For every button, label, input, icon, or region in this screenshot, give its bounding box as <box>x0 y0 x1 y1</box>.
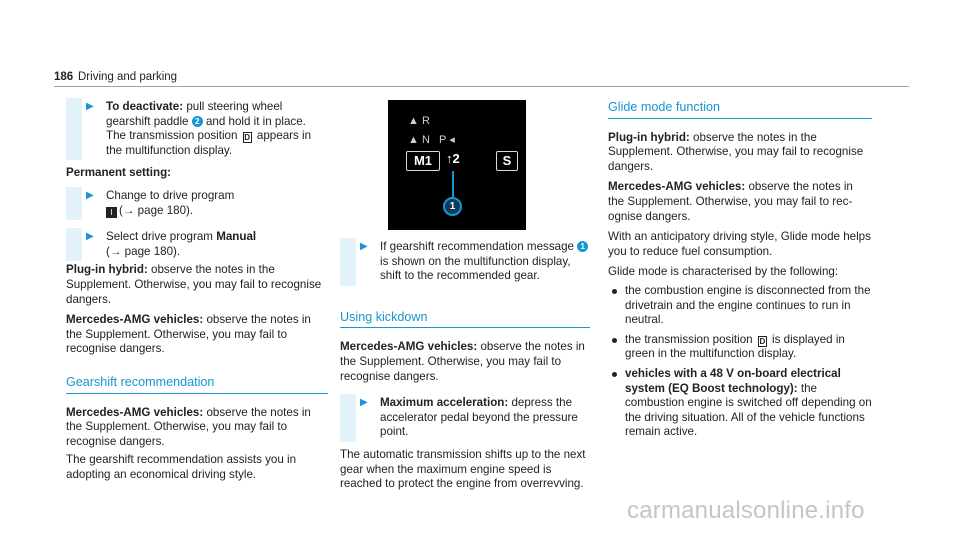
bullet1-text: the combustion engine is disconnected from the drivetrain and the engine continues to run in neutral. <box>625 283 871 327</box>
callout-1-icon: 1 <box>577 241 588 252</box>
amg-glide-label: Mercedes-AMG vehicles: <box>608 180 746 194</box>
plugin-label: Plug-in hybrid: <box>66 263 148 277</box>
step-arrow-icon: ▶ <box>86 231 94 243</box>
bullet2-text-a: the transmission position <box>625 332 756 346</box>
amg-kickdown-label: Mercedes-AMG vehicles: <box>340 340 478 354</box>
amg-note <box>66 313 328 357</box>
step-arrow-icon: ▶ <box>360 397 368 409</box>
select-text: Select drive program <box>106 230 217 244</box>
deactivate-note <box>106 129 328 158</box>
gearshift-recommendation-heading: Gearshift recommendation <box>66 375 328 394</box>
select-manual-text <box>106 230 328 259</box>
transmission-position-d-icon: D <box>244 133 251 143</box>
amg-kickdown-note <box>340 340 590 384</box>
step-arrow-icon: ▶ <box>86 189 94 201</box>
glide-feature-list <box>608 284 872 440</box>
step-select-manual <box>66 230 328 259</box>
permanent-setting-heading <box>66 166 328 181</box>
gear-display-figure <box>388 100 526 230</box>
watermark: carmanualsonline.info <box>627 497 865 524</box>
deactivate-note-b: appears in the multifunction display. <box>106 129 312 157</box>
step-arrow-icon: ▶ <box>86 101 94 112</box>
shift-text-b: is shown on the multifunction display, shift to the recommended gear. <box>380 254 571 283</box>
deactivate-line2: and hold it in place. <box>202 114 306 128</box>
change-program-text <box>106 189 328 218</box>
deactivate-note-a: The transmission position <box>106 129 241 143</box>
plugin-glide-text: observe the notes in the Supplement. Otherwise, you may fail to recognise dangers. <box>608 130 864 173</box>
page-header <box>54 69 909 87</box>
plugin-text: observe the notes in the Supplement. Otherwise, you may fail to recognise dangers. <box>66 263 322 306</box>
permanent-heading-text: Permanent setting: <box>66 166 172 180</box>
list-item <box>608 284 872 328</box>
figure-callout-leader <box>452 171 454 197</box>
bullet-icon <box>612 289 617 294</box>
shift-recommended-text <box>380 240 590 284</box>
list-item <box>608 367 872 440</box>
characterised-text: Glide mode is characterised by the following: <box>608 265 839 279</box>
figure-sport-box: S <box>496 151 518 171</box>
max-acceleration-label: Maximum acceleration: <box>380 396 509 410</box>
column-left <box>66 100 328 482</box>
column-right <box>608 100 872 445</box>
page-number: 186 <box>54 71 74 83</box>
manual-label: Manual <box>216 230 257 244</box>
figure-callout-1-icon: 1 <box>443 197 462 216</box>
bullet2-text-b: is displayed in green in the multifunction display. <box>625 332 845 361</box>
deactivate-label: To deactivate: <box>106 100 184 113</box>
amg-note-2 <box>66 406 328 450</box>
amg-kickdown-text: observe the notes in the Supplement. Otherwise, you may fail to recognise dangers. <box>340 340 585 383</box>
step-change-program <box>66 189 328 218</box>
page-ref-link[interactable]: (→ page 180). <box>119 203 194 217</box>
bullet3-bold: vehicles with a 48 V on-board electrical system (EQ Boost technology): <box>625 366 841 395</box>
step-max-acceleration <box>340 396 590 440</box>
page-ref-link[interactable]: (→ page 180). <box>106 244 181 258</box>
drive-program-icon: I <box>106 207 117 218</box>
max-acceleration-body: depress the accelerator pedal beyond the pressure point. <box>380 396 578 439</box>
anticipatory-text: With an anticipatory driving style, Glide mode helps you to reduce fuel consumption. <box>608 230 871 258</box>
bullet-icon <box>612 338 617 343</box>
amg-text: observe the notes in the Supplement. Otherwise, you may fail to recognise dangers. <box>66 313 311 356</box>
plugin-hybrid-note <box>66 263 328 307</box>
automatic-transmission-text: The automatic transmission shifts up to the next gear when the maximum engine speed is reached to protect the engine from overrevving. <box>340 447 586 491</box>
bullet3-text: the combustion engine is switched off depending on the driving situation. All of the vehicle functions remain active. <box>625 381 872 439</box>
figure-gear-recommendation: ↑2 <box>446 151 460 166</box>
figure-manual-mode-box: M1 <box>406 151 440 171</box>
step-arrow-icon: ▶ <box>360 241 368 252</box>
amg-glide-text: observe the notes in the Supplement. Otherwise, you may fail to rec-ognise dangers. <box>608 180 853 223</box>
amg2-label: Mercedes-AMG vehicles: <box>66 405 204 419</box>
plugin-glide-label: Plug-in hybrid: <box>608 130 690 144</box>
step-shift-recommended <box>340 240 590 284</box>
max-acceleration-text <box>380 396 590 440</box>
section-title: Driving and parking <box>78 71 178 83</box>
deactivate-line1: pull steering wheel gearshift paddle <box>106 100 283 128</box>
shift-text-a: If gearshift recommendation message <box>380 240 578 253</box>
column-middle <box>340 100 590 492</box>
amg-label: Mercedes-AMG vehicles: <box>66 313 204 327</box>
using-kickdown-heading: Using kickdown <box>340 310 590 329</box>
glide-mode-heading: Glide mode function <box>608 100 872 119</box>
deactivate-text <box>106 100 328 129</box>
callout-2-icon: 2 <box>192 116 203 127</box>
transmission-position-d-icon: D <box>759 336 766 346</box>
figure-neutral-park-indicator: ▲ N P ◂ <box>408 134 455 146</box>
figure-reverse-indicator: ▲ R <box>408 115 430 127</box>
bullet-icon <box>612 372 617 377</box>
step-deactivate <box>66 100 328 158</box>
assist-text: The gearshift recommendation assists you in adopting an economical driving style. <box>66 453 297 481</box>
amg2-text: observe the notes in the Supplement. Otherwise, you may fail to recognise dangers. <box>66 405 311 448</box>
change-text: Change to drive program <box>106 188 235 202</box>
plugin-glide-note <box>608 131 872 175</box>
amg-glide-note <box>608 180 872 224</box>
list-item <box>608 333 872 362</box>
